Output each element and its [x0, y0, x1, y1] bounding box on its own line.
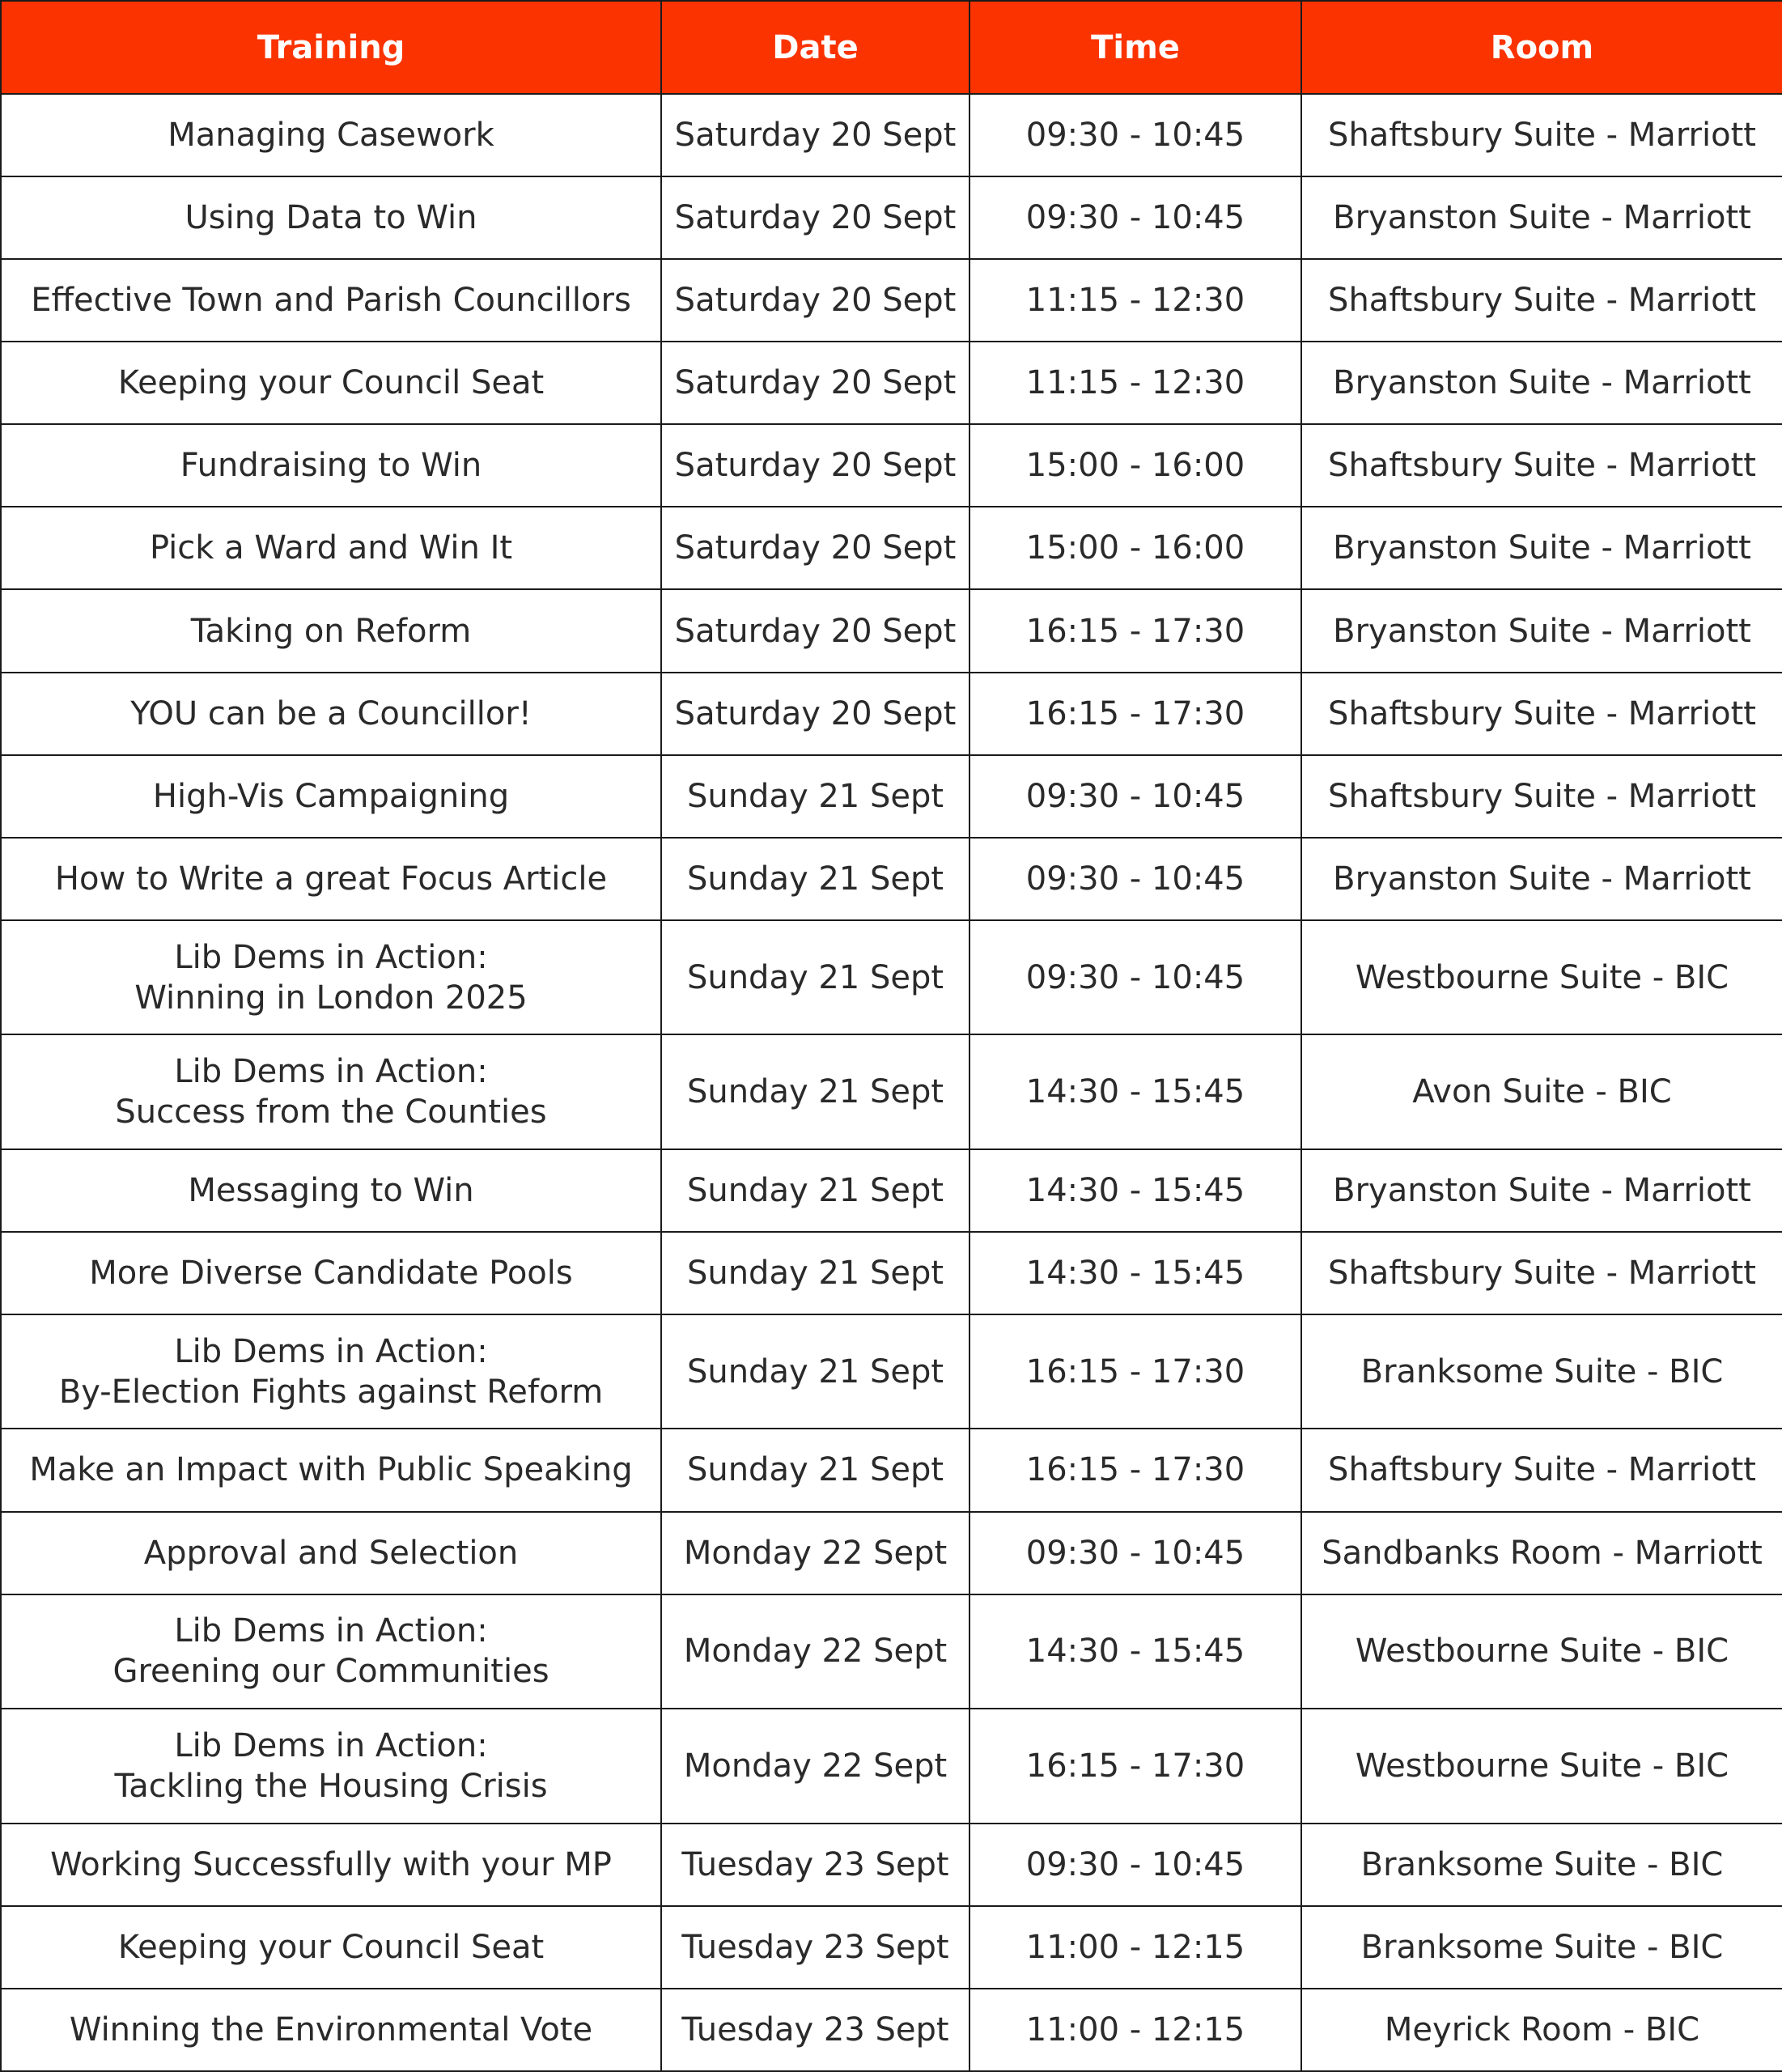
- table-row: [1, 1989, 1782, 2071]
- training-title-line: Using Data to Win: [185, 199, 477, 237]
- table-row: [1, 1709, 1782, 1824]
- table-row: [1, 342, 1782, 424]
- cell-training: [1, 673, 661, 755]
- cell-date: Sunday 21 Sept: [661, 920, 969, 1035]
- table-row: [1, 1594, 1782, 1709]
- cell-time: 09:30 - 10:45: [969, 176, 1301, 259]
- cell-date: Tuesday 23 Sept: [661, 1824, 969, 1906]
- cell-time: 14:30 - 15:45: [969, 1594, 1301, 1709]
- table-row: [1, 673, 1782, 755]
- cell-training: [1, 1149, 661, 1232]
- cell-date: Sunday 21 Sept: [661, 1314, 969, 1429]
- cell-date: Saturday 20 Sept: [661, 259, 969, 342]
- cell-training: [1, 1906, 661, 1989]
- training-title-line: YOU can be a Councillor!: [130, 694, 532, 732]
- header-row: [1, 1, 1782, 94]
- training-title-line: How to Write a great Focus Article: [54, 860, 608, 898]
- cell-training: [1, 589, 661, 672]
- cell-room: Shaftsbury Suite - Marriott: [1301, 1429, 1782, 1511]
- cell-room: Sandbanks Room - Marriott: [1301, 1512, 1782, 1594]
- cell-room: Branksome Suite - BIC: [1301, 1906, 1782, 1989]
- table-row: [1, 424, 1782, 507]
- cell-date: Monday 22 Sept: [661, 1709, 969, 1824]
- cell-date: Sunday 21 Sept: [661, 1232, 969, 1314]
- cell-training: [1, 176, 661, 259]
- cell-date: Saturday 20 Sept: [661, 507, 969, 589]
- cell-room: Shaftsbury Suite - Marriott: [1301, 424, 1782, 507]
- table-row: [1, 507, 1782, 589]
- table-row: [1, 259, 1782, 342]
- cell-room: Bryanston Suite - Marriott: [1301, 342, 1782, 424]
- cell-training: [1, 1824, 661, 1906]
- cell-time: 16:15 - 17:30: [969, 1709, 1301, 1824]
- training-title-line: Taking on Reform: [190, 612, 472, 650]
- cell-time: 11:00 - 12:15: [969, 1989, 1301, 2071]
- cell-time: 16:15 - 17:30: [969, 673, 1301, 755]
- cell-date: Saturday 20 Sept: [661, 424, 969, 507]
- cell-time: 16:15 - 17:30: [969, 1314, 1301, 1429]
- cell-date: Tuesday 23 Sept: [661, 1906, 969, 1989]
- cell-training: [1, 507, 661, 589]
- cell-room: Avon Suite - BIC: [1301, 1034, 1782, 1149]
- training-title-line: Lib Dems in Action:: [174, 1612, 488, 1650]
- cell-room: Branksome Suite - BIC: [1301, 1824, 1782, 1906]
- cell-time: 14:30 - 15:45: [969, 1034, 1301, 1149]
- table-row: [1, 589, 1782, 672]
- cell-room: Branksome Suite - BIC: [1301, 1314, 1782, 1429]
- cell-time: 11:15 - 12:30: [969, 259, 1301, 342]
- training-title-line: Lib Dems in Action:: [174, 1332, 488, 1370]
- header-time: Time: [969, 1, 1301, 94]
- cell-training: [1, 1594, 661, 1709]
- cell-date: Sunday 21 Sept: [661, 755, 969, 838]
- cell-room: Shaftsbury Suite - Marriott: [1301, 673, 1782, 755]
- cell-room: Shaftsbury Suite - Marriott: [1301, 1232, 1782, 1314]
- cell-room: Bryanston Suite - Marriott: [1301, 507, 1782, 589]
- cell-room: Bryanston Suite - Marriott: [1301, 1149, 1782, 1232]
- table-row: [1, 1512, 1782, 1594]
- header-training: Training: [1, 1, 661, 94]
- cell-time: 09:30 - 10:45: [969, 94, 1301, 176]
- cell-room: Bryanston Suite - Marriott: [1301, 589, 1782, 672]
- cell-time: 16:15 - 17:30: [969, 1429, 1301, 1511]
- training-title-line: Approval and Selection: [143, 1534, 519, 1572]
- training-title-line: Working Successfully with your MP: [50, 1845, 612, 1883]
- training-title-line: Pick a Ward and Win It: [149, 529, 513, 567]
- cell-room: Shaftsbury Suite - Marriott: [1301, 94, 1782, 176]
- table-row: [1, 1906, 1782, 1989]
- cell-time: 11:00 - 12:15: [969, 1906, 1301, 1989]
- cell-training: [1, 755, 661, 838]
- table-row: [1, 1429, 1782, 1511]
- training-title-line: Lib Dems in Action:: [174, 938, 488, 976]
- cell-date: Sunday 21 Sept: [661, 1034, 969, 1149]
- table-row: [1, 176, 1782, 259]
- cell-date: Sunday 21 Sept: [661, 1429, 969, 1511]
- cell-date: Saturday 20 Sept: [661, 673, 969, 755]
- cell-time: 09:30 - 10:45: [969, 1512, 1301, 1594]
- training-title-line: Keeping your Council Seat: [117, 1928, 545, 1966]
- training-title-line: Keeping your Council Seat: [117, 364, 545, 402]
- cell-room: Meyrick Room - BIC: [1301, 1989, 1782, 2071]
- training-title-line: Fundraising to Win: [180, 447, 482, 485]
- cell-room: Westbourne Suite - BIC: [1301, 1709, 1782, 1824]
- cell-date: Saturday 20 Sept: [661, 342, 969, 424]
- cell-training: [1, 920, 661, 1035]
- cell-training: [1, 1232, 661, 1314]
- cell-training: [1, 1709, 661, 1824]
- cell-training: [1, 1512, 661, 1594]
- table-row: [1, 838, 1782, 920]
- table-body: [1, 94, 1782, 2071]
- cell-time: 14:30 - 15:45: [969, 1149, 1301, 1232]
- table-row: [1, 94, 1782, 176]
- cell-time: 14:30 - 15:45: [969, 1232, 1301, 1314]
- cell-room: Westbourne Suite - BIC: [1301, 920, 1782, 1035]
- cell-training: [1, 1989, 661, 2071]
- cell-training: [1, 1429, 661, 1511]
- cell-time: 15:00 - 16:00: [969, 507, 1301, 589]
- training-title-line: Winning in London 2025: [134, 979, 528, 1017]
- cell-training: [1, 424, 661, 507]
- cell-training: [1, 259, 661, 342]
- cell-time: 11:15 - 12:30: [969, 342, 1301, 424]
- table-row: [1, 1034, 1782, 1149]
- cell-training: [1, 1314, 661, 1429]
- header-room: Room: [1301, 1, 1782, 94]
- cell-room: Bryanston Suite - Marriott: [1301, 176, 1782, 259]
- cell-training: [1, 838, 661, 920]
- table-row: [1, 1314, 1782, 1429]
- cell-time: 09:30 - 10:45: [969, 1824, 1301, 1906]
- cell-time: 16:15 - 17:30: [969, 589, 1301, 672]
- table-row: [1, 755, 1782, 838]
- training-title-line: Tackling the Housing Crisis: [114, 1767, 548, 1805]
- cell-date: Saturday 20 Sept: [661, 589, 969, 672]
- table-row: [1, 1149, 1782, 1232]
- cell-training: [1, 94, 661, 176]
- training-title-line: Effective Town and Parish Councillors: [31, 282, 631, 320]
- cell-date: Monday 22 Sept: [661, 1512, 969, 1594]
- table-row: [1, 920, 1782, 1035]
- training-title-line: More Diverse Candidate Pools: [89, 1254, 573, 1292]
- cell-room: Westbourne Suite - BIC: [1301, 1594, 1782, 1709]
- training-title-line: Winning the Environmental Vote: [69, 2010, 593, 2049]
- cell-training: [1, 342, 661, 424]
- cell-date: Sunday 21 Sept: [661, 838, 969, 920]
- cell-time: 09:30 - 10:45: [969, 920, 1301, 1035]
- training-title-line: Lib Dems in Action:: [174, 1726, 488, 1764]
- training-title-line: By-Election Fights against Reform: [58, 1373, 604, 1411]
- cell-date: Tuesday 23 Sept: [661, 1989, 969, 2071]
- cell-date: Saturday 20 Sept: [661, 94, 969, 176]
- table-row: [1, 1824, 1782, 1906]
- cell-room: Shaftsbury Suite - Marriott: [1301, 755, 1782, 838]
- cell-time: 09:30 - 10:45: [969, 838, 1301, 920]
- cell-room: Bryanston Suite - Marriott: [1301, 838, 1782, 920]
- training-title-line: Greening our Communities: [112, 1653, 549, 1691]
- training-title-line: Messaging to Win: [188, 1171, 474, 1209]
- header-date: Date: [661, 1, 969, 94]
- training-title-line: High-Vis Campaigning: [152, 777, 510, 815]
- cell-time: 15:00 - 16:00: [969, 424, 1301, 507]
- cell-training: [1, 1034, 661, 1149]
- training-title-line: Lib Dems in Action:: [174, 1053, 488, 1091]
- cell-room: Shaftsbury Suite - Marriott: [1301, 259, 1782, 342]
- training-title-line: Success from the Counties: [115, 1093, 547, 1132]
- cell-date: Monday 22 Sept: [661, 1594, 969, 1709]
- cell-date: Saturday 20 Sept: [661, 176, 969, 259]
- cell-time: 09:30 - 10:45: [969, 755, 1301, 838]
- training-title-line: Make an Impact with Public Speaking: [29, 1451, 633, 1489]
- training-title-line: Managing Casework: [168, 117, 494, 155]
- cell-date: Sunday 21 Sept: [661, 1149, 969, 1232]
- table-row: [1, 1232, 1782, 1314]
